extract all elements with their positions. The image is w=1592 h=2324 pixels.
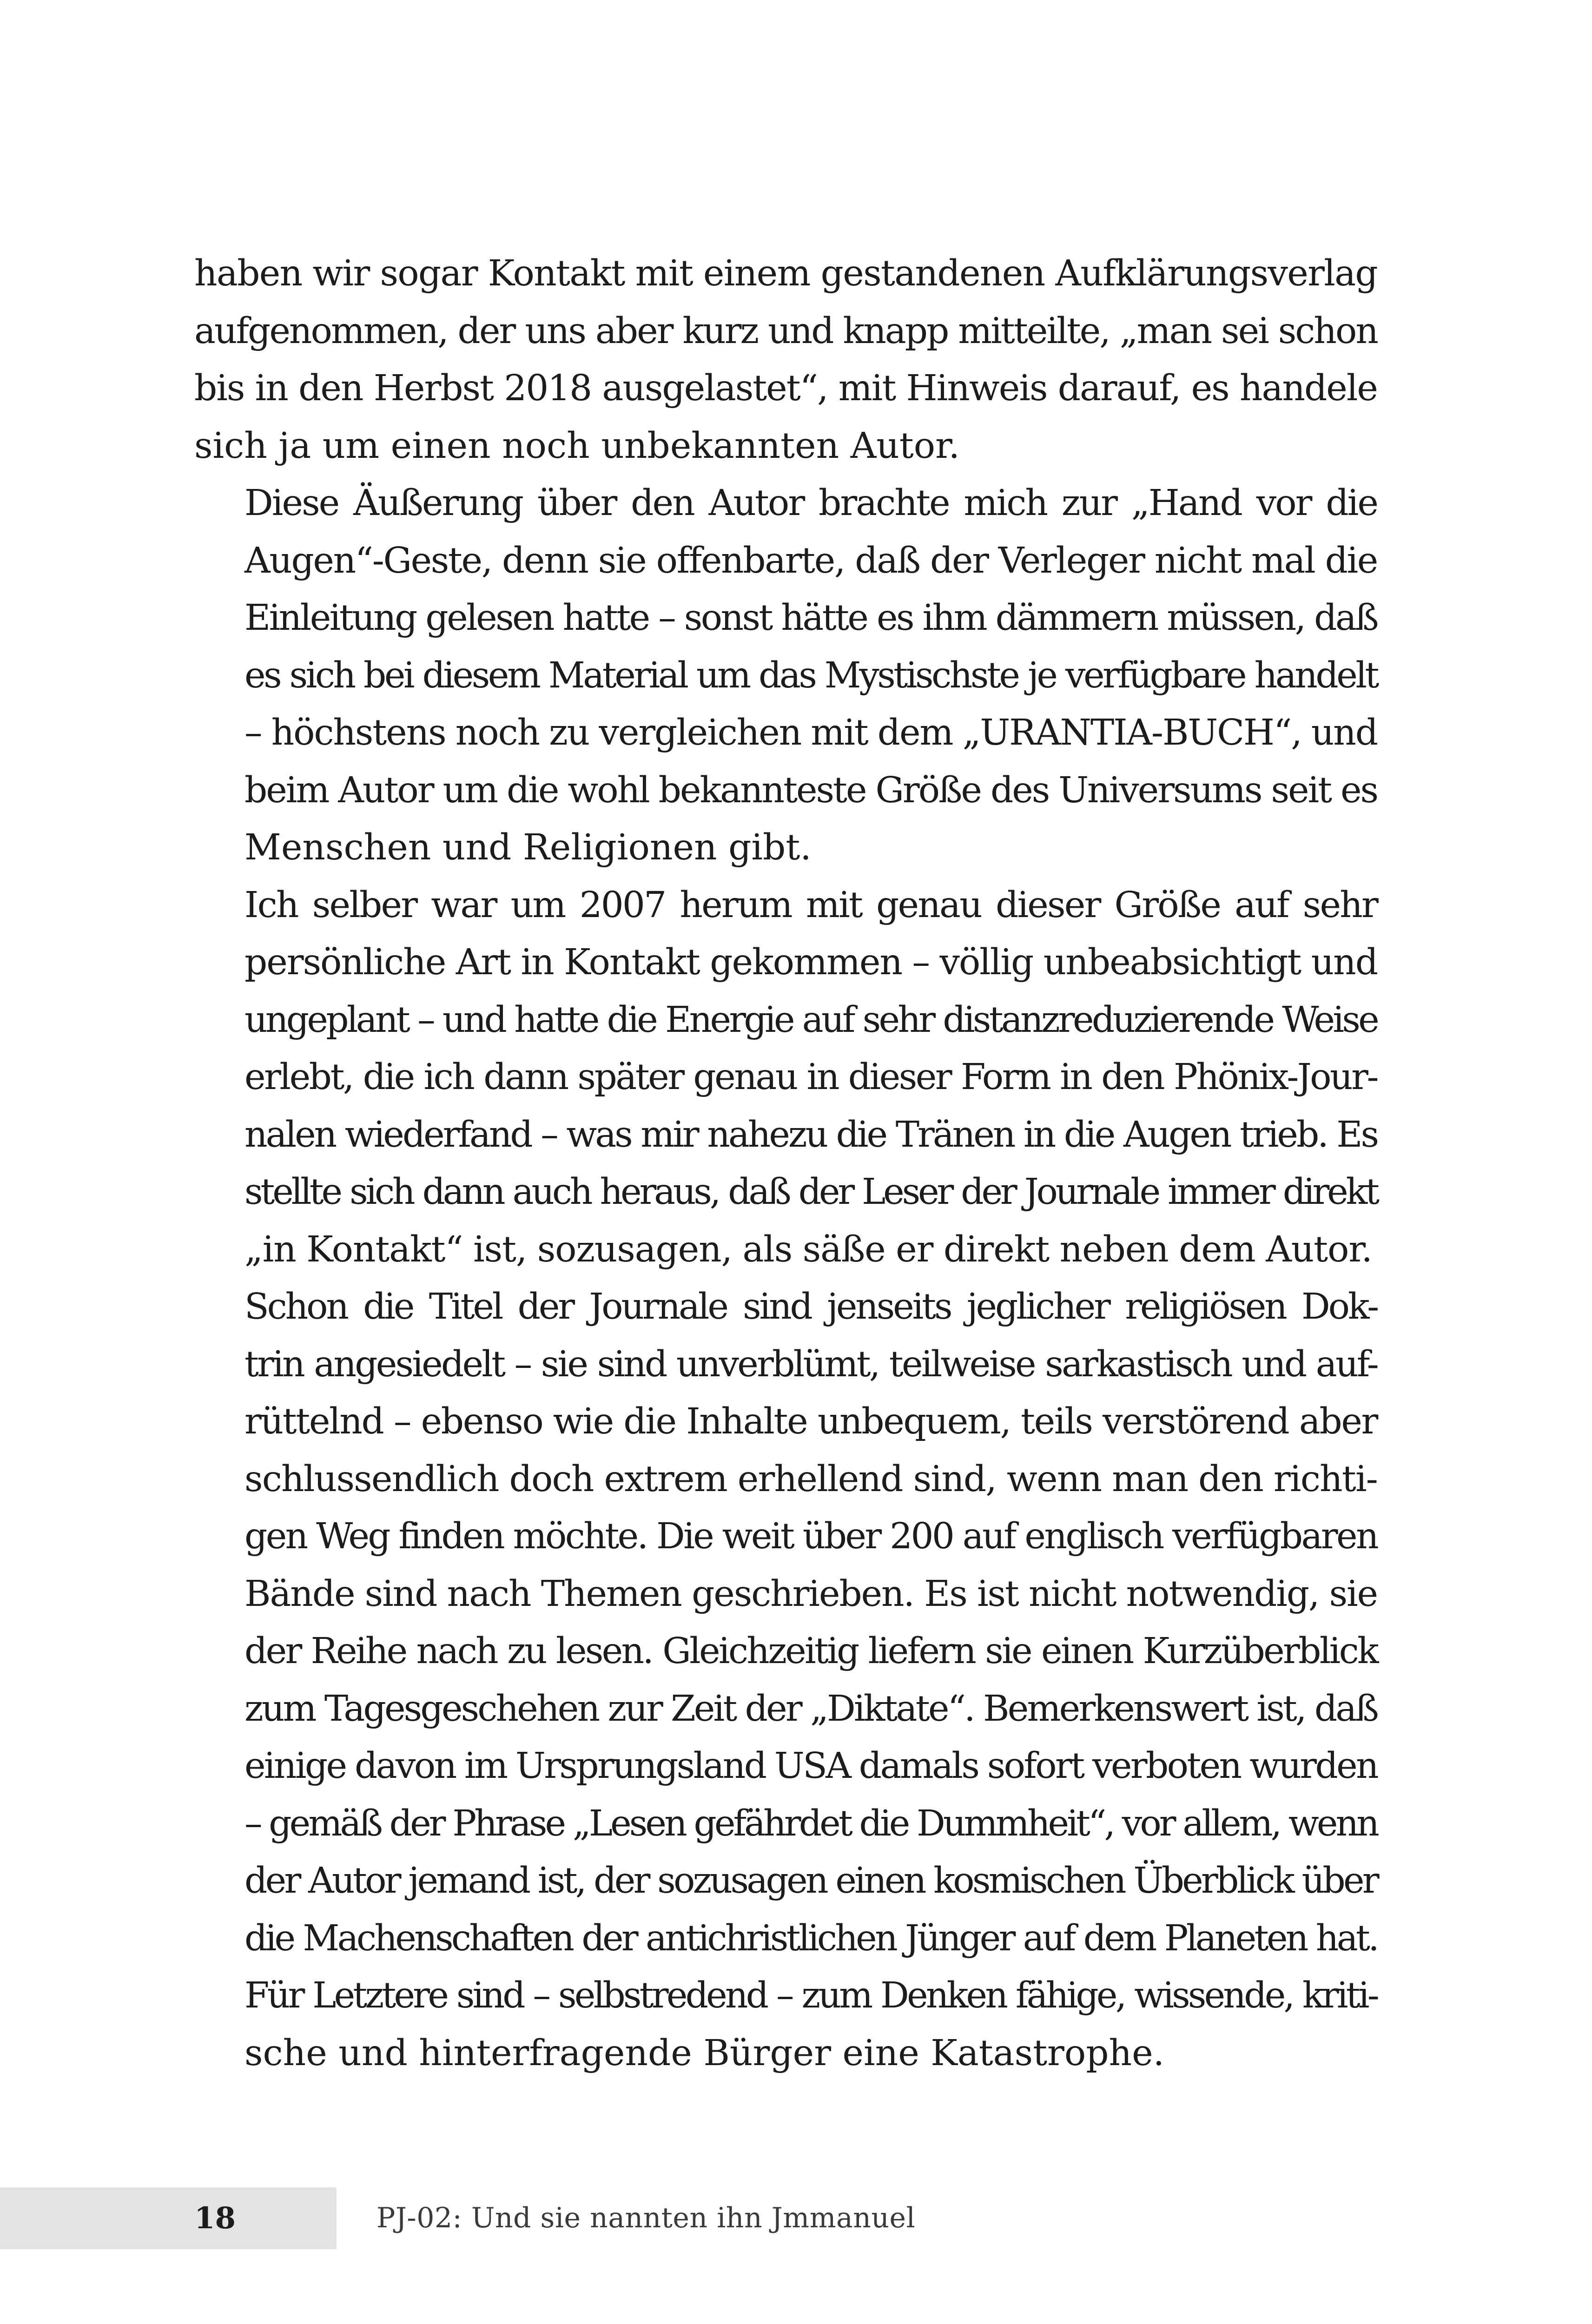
text-line: persönliche Art in Kontakt gekommen – völlig unbeabsichtigt und xyxy=(244,942,1377,983)
text-line: zum Tagesgeschehen zur Zeit der „Diktate“. Bemerkenswert ist, daß xyxy=(244,1688,1377,1730)
paragraph-3 xyxy=(194,877,1377,1279)
footer-band xyxy=(0,2187,337,2249)
text-line: bis in den Herbst 2018 ausgelastet“, mit Hinweis darauf, es handele xyxy=(194,368,1377,409)
text-line: gen Weg finden möchte. Die weit über 200 auf englisch verfügbaren xyxy=(244,1516,1377,1557)
text-line: Augen“-Geste, denn sie offenbarte, daß der Verleger nicht mal die xyxy=(244,540,1377,581)
text-line: – höchstens noch zu vergleichen mit dem „URANTIA-BUCH“, und xyxy=(244,712,1377,753)
paragraph-2 xyxy=(194,475,1377,877)
text-line: Bände sind nach Themen geschrieben. Es ist nicht notwendig, sie xyxy=(244,1573,1377,1615)
paragraph-4 xyxy=(194,1278,1377,2082)
text-line: erlebt, die ich dann später genau in dieser Form in den Phönix-Jour- xyxy=(244,1056,1377,1098)
text-line: stellte sich dann auch heraus, daß der Leser der Journale immer direkt xyxy=(244,1171,1377,1213)
text-line: es sich bei diesem Material um das Mystischste je verfügbare handelt xyxy=(244,654,1377,696)
text-line: nalen wiederfand – was mir nahezu die Tränen in die Augen trieb. Es xyxy=(244,1114,1377,1155)
text-line: Für Letztere sind – selbstredend – zum Denken fähige, wissende, kriti- xyxy=(244,1975,1377,2016)
running-footer-title: PJ-02: Und sie nannten ihn Jmmanuel xyxy=(377,2202,916,2234)
text-line: sche und hinterfragende Bürger eine Katastrophe. xyxy=(244,2032,1165,2074)
text-line: Einleitung gelesen hatte – sonst hätte es ihm dämmern müssen, daß xyxy=(244,597,1377,639)
text-line: ungeplant – und hatte die Energie auf sehr distanzreduzierende Weise xyxy=(244,999,1377,1041)
text-line: – gemäß der Phrase „Lesen gefährdet die Dummheit“, vor allem, wenn xyxy=(244,1802,1377,1844)
text-line: „in Kontakt“ ist, sozusagen, als säße er direkt neben dem Autor. xyxy=(244,1228,1372,1270)
text-line: rüttelnd – ebenso wie die Inhalte unbequem, teils verstörend aber xyxy=(244,1401,1377,1442)
text-line: Ich selber war um 2007 herum mit genau dieser Größe auf sehr xyxy=(244,884,1377,926)
text-line: der Reihe nach zu lesen. Gleichzeitig liefern sie einen Kurzüberblick xyxy=(244,1631,1377,1672)
text-line: sich ja um einen noch unbekannten Autor. xyxy=(194,425,960,467)
text-line: haben wir sogar Kontakt mit einem gestandenen Aufklärungsverlag xyxy=(194,253,1377,294)
text-line: Menschen und Religionen gibt. xyxy=(244,827,812,868)
text-line: der Autor jemand ist, der sozusagen einen kosmischen Überblick über xyxy=(244,1860,1377,1901)
text-line: Diese Äußerung über den Autor brachte mich zur „Hand vor die xyxy=(244,482,1377,524)
text-line: aufgenommen, der uns aber kurz und knapp mitteilte, „man sei schon xyxy=(194,310,1377,352)
text-line: trin angesiedelt – sie sind unverblümt, teilweise sarkastisch und auf- xyxy=(244,1343,1377,1385)
text-line: schlussendlich doch extrem erhellend sind, wenn man den richti- xyxy=(244,1458,1377,1500)
paragraph-1 xyxy=(194,245,1377,475)
page-number: 18 xyxy=(194,2201,236,2236)
body-text xyxy=(194,245,1377,2082)
text-line: beim Autor um die wohl bekannteste Größe des Universums seit es xyxy=(244,769,1377,811)
text-line: Schon die Titel der Journale sind jenseits jeglicher religiösen Dok- xyxy=(244,1286,1377,1327)
text-line: die Machenschaften der antichristlichen Jünger auf dem Planeten hat. xyxy=(244,1917,1377,1959)
text-line: einige davon im Ursprungsland USA damals sofort verboten wurden xyxy=(244,1745,1377,1787)
